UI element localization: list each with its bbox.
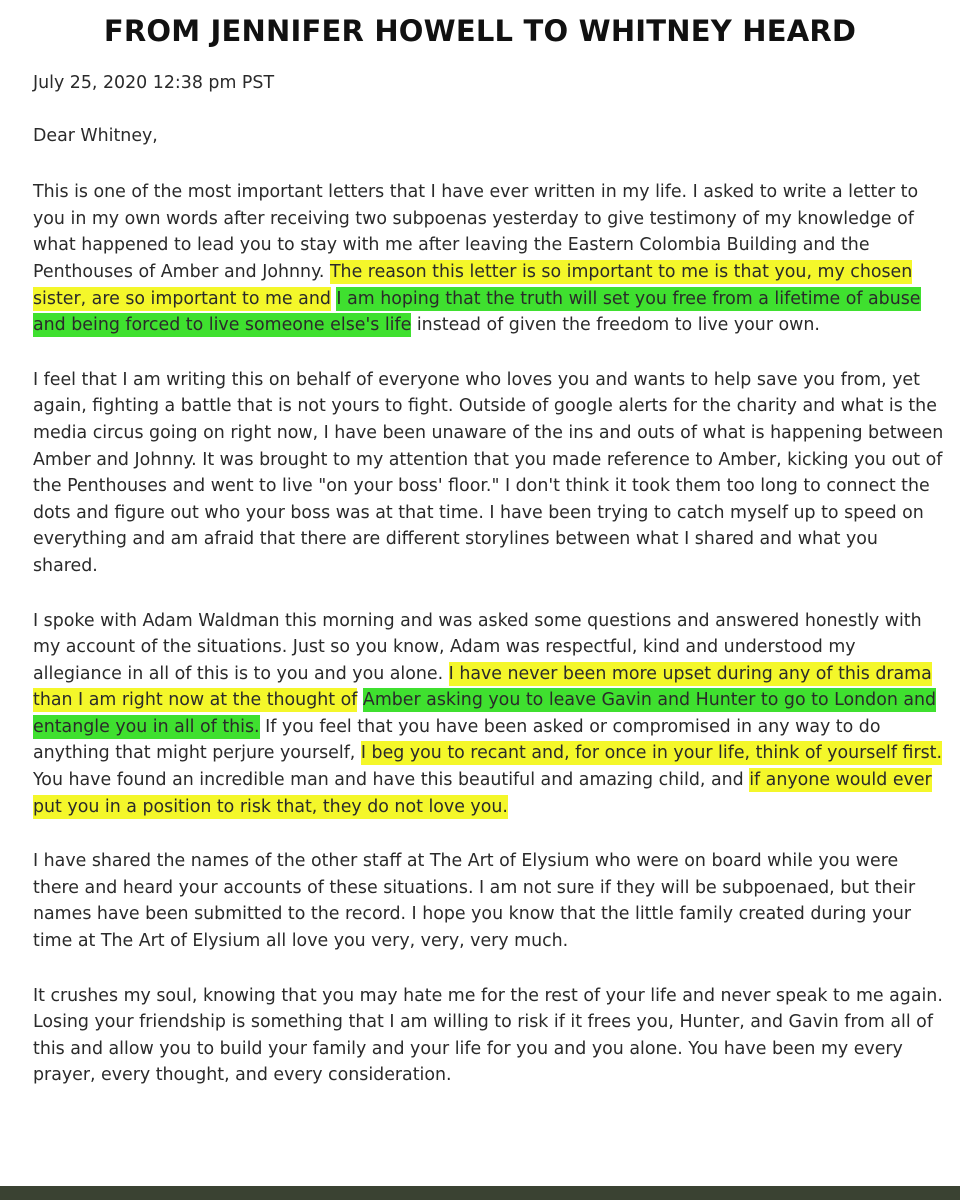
highlight-green: I am hoping that the truth will set you free from a lifetime of abuse and being forced to live someone else's life <box>33 288 921 336</box>
bottom-border <box>0 1186 960 1200</box>
letter-body <box>33 70 948 1117</box>
paragraph-5: It crushes my soul, knowing that you may hate me for the rest of your life and never speak to me again. Losing your friendship is something that I am willing to risk if it frees you, Hunter, and Gavin from all of this and allow you to build your family and your life for you and you alone. You have been my every prayer, every thought, and every consideration. <box>33 985 943 1086</box>
paragraph-1-text-end: instead of given the freedom to live your own. <box>416 315 820 336</box>
highlight-yellow: if anyone would ever put you in a position to risk that, they do not love you. <box>33 770 932 817</box>
paragraph-1 <box>33 179 948 339</box>
paragraph-3-text: I spoke with Adam Waldman this morning and was asked some questions and answered honestly with my account of the situations. Just so you know, Adam was respectful, kind and understood my allegiance in all of this is to you and you alone. <box>33 610 922 684</box>
letter-salutation: Dear Whitney, <box>33 125 158 146</box>
highlight-green: Amber asking you to leave Gavin and Hunter to go to London and entangle you in all of this. <box>33 690 937 737</box>
paragraph-3 <box>33 608 948 821</box>
paragraph-3-text-late: You have found an incredible man and have this beautiful and amazing child, and <box>33 770 744 791</box>
highlight-yellow: The reason this letter is so important to me is that you, my chosen sister, are so important to me and <box>33 261 913 309</box>
highlight-yellow: I have never been more upset during any of this drama than I am right now at the thought of <box>33 663 932 711</box>
highlight-yellow: I beg you to recant and, for once in your life, think of yourself first. <box>360 743 943 764</box>
paragraph-1-text: This is one of the most important letters that I have ever written in my life. I asked to write a letter to you in my own words after receiving two subpoenas yesterday to give testimony of my knowledge of what happened to lead you to stay with me after leaving the Eastern Colombia Building and the Penthouses of Amber and Johnny. <box>33 182 919 282</box>
paragraph-4: I have shared the names of the other staff at The Art of Elysium who were on board while you were there and heard your accounts of these situations. I am not sure if they will be subpoenaed, but their names have been submitted to the record. I hope you know that the little family created during your time at The Art of Elysium all love you very, very, very much. <box>33 851 916 952</box>
paragraph-3-text-mid: If you feel that you have been asked or compromised in any way to do anything that might perjure yourself, <box>33 716 881 764</box>
paragraph-2: I feel that I am writing this on behalf of everyone who loves you and wants to help save you from, yet again, fighting a battle that is not yours to fight. Outside of google alerts for the charity and what is the media circus going on right now, I have been unaware of the ins and outs of what is happening between Amber and Johnny. It was brought to my attention that you made reference to Amber, kicking you out of the Penthouses and went to live "on your boss' floor." I don't think it took them too long to connect the dots and figure out who your boss was at that time. I have been trying to catch myself up to speed on everything and am afraid that there are different storylines between what I shared and what you shared. <box>33 369 944 576</box>
letter-date: July 25, 2020 12:38 pm PST <box>33 73 275 93</box>
page-title: FROM JENNIFER HOWELL TO WHITNEY HEARD <box>103 14 857 48</box>
